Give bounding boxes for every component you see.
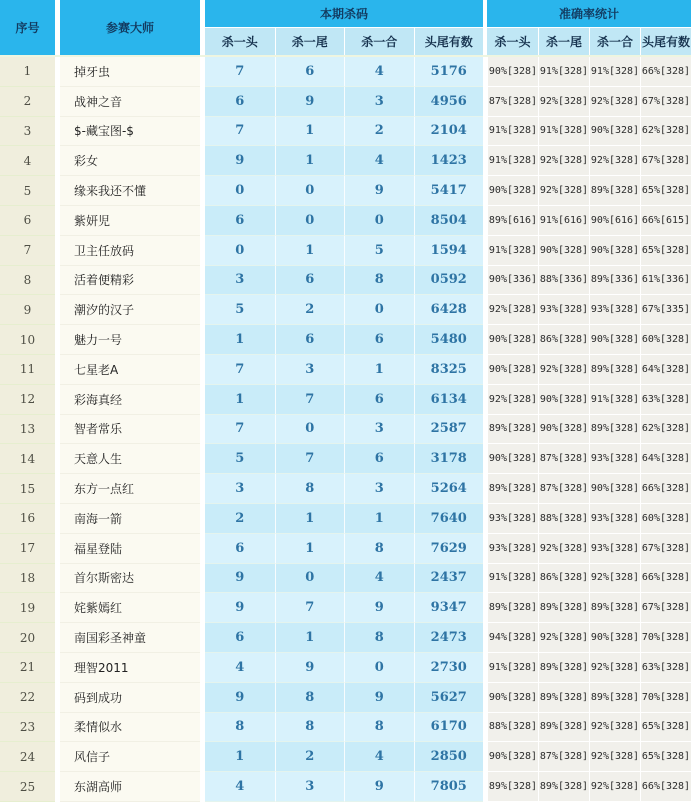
group-current-kills xyxy=(205,0,483,55)
stat-cell: 89%[328] xyxy=(589,683,640,713)
stat-cell: 89%[328] xyxy=(538,713,589,743)
row-index: 12 xyxy=(0,385,55,415)
kill-cell: 0 xyxy=(275,176,345,206)
kill-cell: 4 xyxy=(205,772,275,802)
kill-cell: 6 xyxy=(344,444,414,474)
master-name: 掉牙虫 xyxy=(60,57,200,87)
table-row xyxy=(0,385,691,415)
stat-cell: 61%[336] xyxy=(640,266,691,296)
kill-cell: 4956 xyxy=(414,87,484,117)
kill-cell: 1 xyxy=(275,236,345,266)
group-accuracy-subheaders xyxy=(487,28,691,55)
stat-cell: 93%[328] xyxy=(589,534,640,564)
kill-cell: 7640 xyxy=(414,504,484,534)
table-body xyxy=(0,55,691,802)
kill-cell: 0 xyxy=(205,176,275,206)
kill-cell: 0 xyxy=(344,295,414,325)
stat-cell: 89%[328] xyxy=(589,355,640,385)
row-index: 25 xyxy=(0,772,55,802)
stat-cell: 88%[328] xyxy=(538,504,589,534)
stat-cell: 65%[328] xyxy=(640,176,691,206)
stat-cell: 66%[615] xyxy=(640,206,691,236)
kill-cell: 5176 xyxy=(414,57,484,87)
kill-cell: 1 xyxy=(275,117,345,147)
kill-cell: 6 xyxy=(275,57,345,87)
stat-cell: 92%[328] xyxy=(589,713,640,743)
kill-cell: 9 xyxy=(205,683,275,713)
stat-cell: 90%[328] xyxy=(589,236,640,266)
kill-cell: 6 xyxy=(275,266,345,296)
stat-cell: 89%[328] xyxy=(487,474,538,504)
kill-cell: 6170 xyxy=(414,713,484,743)
kill-cell: 0 xyxy=(344,653,414,683)
master-name: 战神之音 xyxy=(60,87,200,117)
kill-cell: 1423 xyxy=(414,146,484,176)
stat-cell: 87%[328] xyxy=(487,87,538,117)
stat-cell: 64%[328] xyxy=(640,444,691,474)
master-name: 南国彩圣神童 xyxy=(60,623,200,653)
group-current-title: 本期杀码 xyxy=(205,0,483,28)
row-index: 18 xyxy=(0,564,55,594)
kill-cell: 2 xyxy=(205,504,275,534)
kill-cell: 9 xyxy=(205,593,275,623)
kill-cell: 4 xyxy=(344,564,414,594)
kill-cell: 9 xyxy=(275,87,345,117)
kill-cell: 5627 xyxy=(414,683,484,713)
row-index: 21 xyxy=(0,653,55,683)
kill-cell: 4 xyxy=(344,146,414,176)
kill-cell: 0 xyxy=(275,415,345,445)
kill-cell: 9347 xyxy=(414,593,484,623)
subcol-kill-head: 杀一头 xyxy=(205,28,275,55)
kill-cell: 5480 xyxy=(414,325,484,355)
row-index: 11 xyxy=(0,355,55,385)
stat-cell: 92%[328] xyxy=(487,295,538,325)
stat-cell: 89%[328] xyxy=(538,653,589,683)
master-name: 柔情似水 xyxy=(60,713,200,743)
kill-cell: 3 xyxy=(205,474,275,504)
row-index: 23 xyxy=(0,713,55,743)
table-row xyxy=(0,117,691,147)
master-name: 缘来我还不懂 xyxy=(60,176,200,206)
stat-cell: 65%[328] xyxy=(640,713,691,743)
stat-cell: 93%[328] xyxy=(589,444,640,474)
subcol-headtail-digits: 头尾有数 xyxy=(414,28,484,55)
subcol-acc-kill-head: 杀一头 xyxy=(487,28,538,55)
subcol-kill-sum: 杀一合 xyxy=(344,28,414,55)
row-index: 17 xyxy=(0,534,55,564)
kill-cell: 1 xyxy=(275,146,345,176)
table-row xyxy=(0,534,691,564)
kill-cell: 2437 xyxy=(414,564,484,594)
table-row xyxy=(0,325,691,355)
stat-cell: 92%[328] xyxy=(538,176,589,206)
kill-cell: 7 xyxy=(275,444,345,474)
stat-cell: 65%[328] xyxy=(640,236,691,266)
kill-cell: 2850 xyxy=(414,742,484,772)
master-name: 首尔斯密达 xyxy=(60,564,200,594)
stat-cell: 92%[328] xyxy=(538,146,589,176)
master-name: 活着便精彩 xyxy=(60,266,200,296)
kill-cell: 7629 xyxy=(414,534,484,564)
stat-cell: 63%[328] xyxy=(640,653,691,683)
stat-cell: 92%[328] xyxy=(589,653,640,683)
stat-cell: 92%[328] xyxy=(487,385,538,415)
stat-cell: 87%[328] xyxy=(538,474,589,504)
kill-cell: 8 xyxy=(344,713,414,743)
kill-cell: 7805 xyxy=(414,772,484,802)
table-row xyxy=(0,742,691,772)
kill-cell: 8 xyxy=(344,623,414,653)
master-name: 东方一点红 xyxy=(60,474,200,504)
kill-cell: 1 xyxy=(275,623,345,653)
stat-cell: 70%[328] xyxy=(640,683,691,713)
stat-cell: 90%[616] xyxy=(589,206,640,236)
table-row xyxy=(0,653,691,683)
col-header-master: 参赛大师 xyxy=(60,0,200,55)
master-name: $-藏宝图-$ xyxy=(60,117,200,147)
table-row xyxy=(0,266,691,296)
stat-cell: 91%[328] xyxy=(589,385,640,415)
table-row xyxy=(0,623,691,653)
kill-cell: 6 xyxy=(205,534,275,564)
table-row xyxy=(0,295,691,325)
stat-cell: 92%[328] xyxy=(589,772,640,802)
stat-cell: 64%[328] xyxy=(640,355,691,385)
stat-cell: 92%[328] xyxy=(589,146,640,176)
group-accuracy-stats xyxy=(487,0,691,55)
row-index: 15 xyxy=(0,474,55,504)
stat-cell: 89%[328] xyxy=(589,593,640,623)
kill-cell: 6 xyxy=(275,325,345,355)
master-name: 潮汐的汉子 xyxy=(60,295,200,325)
stat-cell: 89%[328] xyxy=(487,415,538,445)
kill-cell: 2 xyxy=(275,295,345,325)
row-index: 22 xyxy=(0,683,55,713)
stat-cell: 94%[328] xyxy=(487,623,538,653)
stat-cell: 90%[328] xyxy=(487,444,538,474)
master-name: 智者常乐 xyxy=(60,415,200,445)
kill-cell: 9 xyxy=(344,772,414,802)
stat-cell: 66%[328] xyxy=(640,564,691,594)
stat-cell: 91%[328] xyxy=(487,146,538,176)
kill-cell: 6 xyxy=(205,623,275,653)
row-index: 1 xyxy=(0,57,55,87)
row-index: 3 xyxy=(0,117,55,147)
kill-cell: 2 xyxy=(344,117,414,147)
master-name: 彩海真经 xyxy=(60,385,200,415)
stat-cell: 92%[328] xyxy=(538,355,589,385)
kill-cell: 9 xyxy=(275,653,345,683)
stat-cell: 90%[336] xyxy=(487,266,538,296)
table-row xyxy=(0,474,691,504)
stat-cell: 90%[328] xyxy=(589,117,640,147)
stat-cell: 86%[328] xyxy=(538,325,589,355)
kill-cell: 9 xyxy=(344,176,414,206)
stat-cell: 67%[335] xyxy=(640,295,691,325)
table-row xyxy=(0,236,691,266)
kill-cell: 6 xyxy=(344,385,414,415)
kill-cell: 5417 xyxy=(414,176,484,206)
stat-cell: 90%[328] xyxy=(487,683,538,713)
table-row xyxy=(0,146,691,176)
stat-cell: 89%[616] xyxy=(487,206,538,236)
stat-cell: 90%[328] xyxy=(538,415,589,445)
stat-cell: 93%[328] xyxy=(589,504,640,534)
row-index: 7 xyxy=(0,236,55,266)
kill-cell: 8 xyxy=(275,474,345,504)
kill-cell: 2730 xyxy=(414,653,484,683)
kill-cell: 3 xyxy=(344,87,414,117)
stat-cell: 67%[328] xyxy=(640,146,691,176)
master-name: 紫妍児 xyxy=(60,206,200,236)
stat-cell: 92%[328] xyxy=(538,623,589,653)
kill-cell: 9 xyxy=(344,593,414,623)
table-row xyxy=(0,355,691,385)
kill-cell: 2104 xyxy=(414,117,484,147)
master-name: 理智2011 xyxy=(60,653,200,683)
kill-cell: 6 xyxy=(205,206,275,236)
stat-cell: 93%[328] xyxy=(538,295,589,325)
kill-cell: 5264 xyxy=(414,474,484,504)
kill-cell: 4 xyxy=(205,653,275,683)
kill-cell: 8 xyxy=(205,713,275,743)
kill-cell: 1 xyxy=(275,504,345,534)
kill-cell: 3 xyxy=(344,415,414,445)
table-row xyxy=(0,444,691,474)
stat-cell: 86%[328] xyxy=(538,564,589,594)
kill-cell: 7 xyxy=(275,593,345,623)
kill-cell: 1 xyxy=(205,325,275,355)
kill-cell: 0 xyxy=(275,564,345,594)
stat-cell: 65%[328] xyxy=(640,742,691,772)
kill-cell: 3 xyxy=(344,474,414,504)
row-index: 8 xyxy=(0,266,55,296)
kill-cell: 2473 xyxy=(414,623,484,653)
subcol-kill-tail: 杀一尾 xyxy=(275,28,345,55)
stat-cell: 92%[328] xyxy=(538,534,589,564)
table-header xyxy=(0,0,691,55)
stat-cell: 87%[328] xyxy=(538,444,589,474)
master-name: 天意人生 xyxy=(60,444,200,474)
stat-cell: 90%[328] xyxy=(487,57,538,87)
stat-cell: 67%[328] xyxy=(640,534,691,564)
kill-cell: 8325 xyxy=(414,355,484,385)
kill-cell: 7 xyxy=(205,117,275,147)
kill-cell: 2587 xyxy=(414,415,484,445)
stat-cell: 91%[328] xyxy=(487,564,538,594)
kill-cell: 3 xyxy=(275,772,345,802)
row-index: 2 xyxy=(0,87,55,117)
kill-cell: 2 xyxy=(275,742,345,772)
kill-cell: 3 xyxy=(275,355,345,385)
kill-cell: 1594 xyxy=(414,236,484,266)
stat-cell: 92%[328] xyxy=(589,564,640,594)
row-index: 4 xyxy=(0,146,55,176)
stat-cell: 62%[328] xyxy=(640,415,691,445)
stat-cell: 66%[328] xyxy=(640,772,691,802)
table-row xyxy=(0,415,691,445)
row-index: 13 xyxy=(0,415,55,445)
kill-cell: 7 xyxy=(205,415,275,445)
kill-cell: 8 xyxy=(344,534,414,564)
stat-cell: 93%[328] xyxy=(487,504,538,534)
kill-cell: 0 xyxy=(205,236,275,266)
stat-cell: 66%[328] xyxy=(640,57,691,87)
kill-cell: 6134 xyxy=(414,385,484,415)
kill-cell: 0 xyxy=(344,206,414,236)
kill-cell: 1 xyxy=(205,742,275,772)
kill-cell: 9 xyxy=(205,146,275,176)
kill-cell: 5 xyxy=(344,236,414,266)
col-header-index: 序号 xyxy=(0,0,55,55)
stat-cell: 89%[328] xyxy=(538,683,589,713)
kill-cell: 1 xyxy=(344,504,414,534)
stat-cell: 92%[328] xyxy=(589,87,640,117)
kill-cell: 7 xyxy=(275,385,345,415)
table-row xyxy=(0,564,691,594)
master-name: 码到成功 xyxy=(60,683,200,713)
kill-cell: 1 xyxy=(275,534,345,564)
master-name: 魅力一号 xyxy=(60,325,200,355)
kill-cell: 7 xyxy=(205,355,275,385)
stat-cell: 89%[328] xyxy=(538,772,589,802)
kill-cell: 1 xyxy=(344,355,414,385)
stat-cell: 62%[328] xyxy=(640,117,691,147)
group-accuracy-title: 准确率统计 xyxy=(487,0,691,28)
table-row xyxy=(0,504,691,534)
stat-cell: 93%[328] xyxy=(487,534,538,564)
kill-cell: 3178 xyxy=(414,444,484,474)
table-row xyxy=(0,593,691,623)
stat-cell: 89%[336] xyxy=(589,266,640,296)
stat-cell: 91%[328] xyxy=(589,57,640,87)
stat-cell: 90%[328] xyxy=(487,742,538,772)
kill-cell: 6 xyxy=(205,87,275,117)
row-index: 9 xyxy=(0,295,55,325)
kill-cell: 5 xyxy=(205,295,275,325)
stat-cell: 92%[328] xyxy=(589,742,640,772)
stat-cell: 91%[328] xyxy=(487,653,538,683)
table-row xyxy=(0,713,691,743)
kill-cell: 3 xyxy=(205,266,275,296)
stat-cell: 90%[328] xyxy=(487,325,538,355)
master-name: 姹紫嫣红 xyxy=(60,593,200,623)
subcol-acc-headtail: 头尾有数 xyxy=(640,28,691,55)
subcol-acc-kill-tail: 杀一尾 xyxy=(538,28,589,55)
table-row xyxy=(0,772,691,802)
stat-cell: 67%[328] xyxy=(640,87,691,117)
stat-cell: 90%[328] xyxy=(589,325,640,355)
kill-cell: 9 xyxy=(205,564,275,594)
kill-cell: 4 xyxy=(344,57,414,87)
stat-cell: 70%[328] xyxy=(640,623,691,653)
stat-cell: 93%[328] xyxy=(589,295,640,325)
stat-cell: 91%[328] xyxy=(487,236,538,266)
stat-cell: 89%[328] xyxy=(589,176,640,206)
stat-cell: 90%[328] xyxy=(538,236,589,266)
row-index: 20 xyxy=(0,623,55,653)
kill-cell: 0 xyxy=(275,206,345,236)
stat-cell: 88%[328] xyxy=(487,713,538,743)
stat-cell: 60%[328] xyxy=(640,325,691,355)
stat-cell: 90%[328] xyxy=(487,355,538,385)
row-index: 19 xyxy=(0,593,55,623)
kill-cell: 4 xyxy=(344,742,414,772)
kill-cell: 5 xyxy=(205,444,275,474)
stat-cell: 60%[328] xyxy=(640,504,691,534)
kill-cell: 0592 xyxy=(414,266,484,296)
table-row xyxy=(0,87,691,117)
table-row xyxy=(0,683,691,713)
stat-cell: 66%[328] xyxy=(640,474,691,504)
stat-cell: 91%[328] xyxy=(538,57,589,87)
kill-cell: 6428 xyxy=(414,295,484,325)
row-index: 6 xyxy=(0,206,55,236)
row-index: 14 xyxy=(0,444,55,474)
row-index: 10 xyxy=(0,325,55,355)
stat-cell: 89%[328] xyxy=(487,593,538,623)
kill-cell: 8504 xyxy=(414,206,484,236)
kill-cell: 8 xyxy=(275,683,345,713)
stat-cell: 88%[336] xyxy=(538,266,589,296)
kill-cell: 7 xyxy=(205,57,275,87)
kill-cell: 8 xyxy=(344,266,414,296)
stat-cell: 91%[328] xyxy=(487,117,538,147)
stat-cell: 89%[328] xyxy=(487,772,538,802)
stat-cell: 90%[328] xyxy=(538,385,589,415)
master-name: 七星老A xyxy=(60,355,200,385)
stat-cell: 87%[328] xyxy=(538,742,589,772)
stat-cell: 90%[328] xyxy=(589,623,640,653)
stat-cell: 90%[328] xyxy=(487,176,538,206)
kill-cell: 8 xyxy=(275,713,345,743)
stat-cell: 63%[328] xyxy=(640,385,691,415)
kill-cell: 6 xyxy=(344,325,414,355)
subcol-acc-kill-sum: 杀一合 xyxy=(589,28,640,55)
row-index: 16 xyxy=(0,504,55,534)
group-current-subheaders xyxy=(205,28,483,55)
master-name: 福星登陆 xyxy=(60,534,200,564)
stat-cell: 67%[328] xyxy=(640,593,691,623)
master-name: 彩女 xyxy=(60,146,200,176)
stat-cell: 91%[328] xyxy=(538,117,589,147)
master-name: 南海一箭 xyxy=(60,504,200,534)
stat-cell: 91%[616] xyxy=(538,206,589,236)
stat-cell: 90%[328] xyxy=(589,474,640,504)
table-row xyxy=(0,176,691,206)
stat-cell: 92%[328] xyxy=(538,87,589,117)
table-row xyxy=(0,57,691,87)
row-index: 5 xyxy=(0,176,55,206)
master-name: 东湖高师 xyxy=(60,772,200,802)
row-index: 24 xyxy=(0,742,55,772)
kill-cell: 9 xyxy=(344,683,414,713)
kill-cell: 1 xyxy=(205,385,275,415)
table-row xyxy=(0,206,691,236)
stat-cell: 89%[328] xyxy=(589,415,640,445)
master-name: 卫主任放码 xyxy=(60,236,200,266)
stat-cell: 89%[328] xyxy=(538,593,589,623)
master-name: 风信子 xyxy=(60,742,200,772)
